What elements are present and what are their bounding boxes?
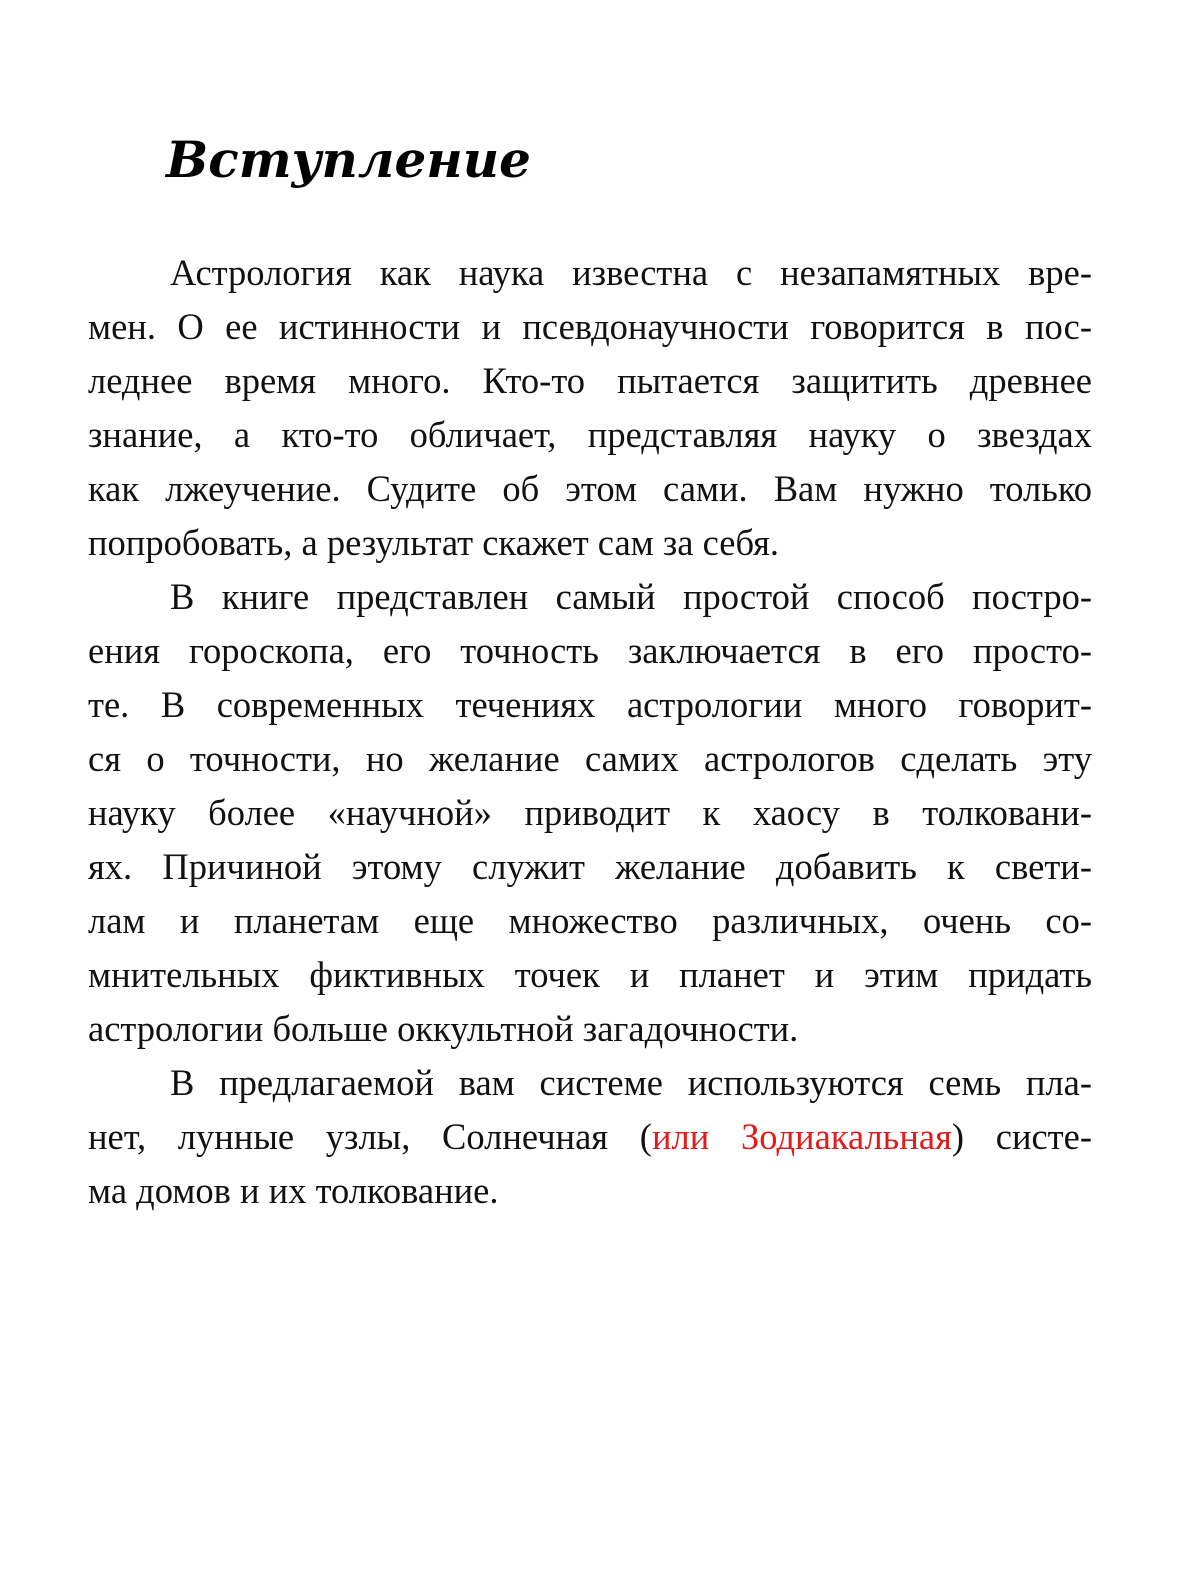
text-line: В предлагаемой вам системе используются семь пла- bbox=[170, 1062, 1092, 1103]
text-line: ения гороскопа, его точность заключается в его просто- bbox=[88, 630, 1092, 671]
text-line: науку более «научной» приводит к хаосу в толковани- bbox=[88, 792, 1092, 833]
text-segment: нет, лунные узлы, Солнечная ( bbox=[88, 1116, 652, 1157]
chapter-title: Вступление bbox=[166, 130, 531, 189]
text-line-with-highlight bbox=[88, 1110, 1092, 1164]
highlighted-term: или Зодиакальная bbox=[651, 1116, 952, 1157]
text-line: ся о точности, но желание самих астрологов сделать эту bbox=[88, 738, 1092, 779]
paragraph-2 bbox=[88, 570, 1092, 1056]
text-line: те. В современных течениях астрологии много говорит- bbox=[88, 684, 1092, 725]
text-line: мен. О ее истинности и псевдонаучности говорится в пос- bbox=[88, 306, 1092, 347]
text-line: леднее время много. Кто-то пытается защитить древнее bbox=[88, 360, 1092, 401]
text-line: попробовать, а результат скажет сам за себя. bbox=[88, 522, 780, 563]
text-line: астрологии больше оккультной загадочности. bbox=[88, 1008, 799, 1049]
page bbox=[88, 120, 1092, 1218]
text-line: мнительных фиктивных точек и планет и этим придать bbox=[88, 954, 1092, 995]
text-line: В книге представлен самый простой способ постро- bbox=[170, 576, 1092, 617]
paragraph-3 bbox=[88, 1056, 1092, 1218]
text-line: ма домов и их толкование. bbox=[88, 1170, 499, 1211]
text-segment: ) систе- bbox=[951, 1116, 1092, 1157]
text-line: ях. Причиной этому служит желание добавить к свети- bbox=[88, 846, 1092, 887]
text-line: лам и планетам еще множество различных, очень со- bbox=[88, 900, 1092, 941]
body-text bbox=[88, 246, 1092, 1218]
text-line: как лжеучение. Судите об этом сами. Вам нужно только bbox=[88, 468, 1092, 509]
text-line: Астрология как наука известна с незапамятных вре- bbox=[170, 252, 1092, 293]
text-line: знание, а кто-то обличает, представляя науку о звездах bbox=[88, 414, 1092, 455]
paragraph-1 bbox=[88, 246, 1092, 570]
